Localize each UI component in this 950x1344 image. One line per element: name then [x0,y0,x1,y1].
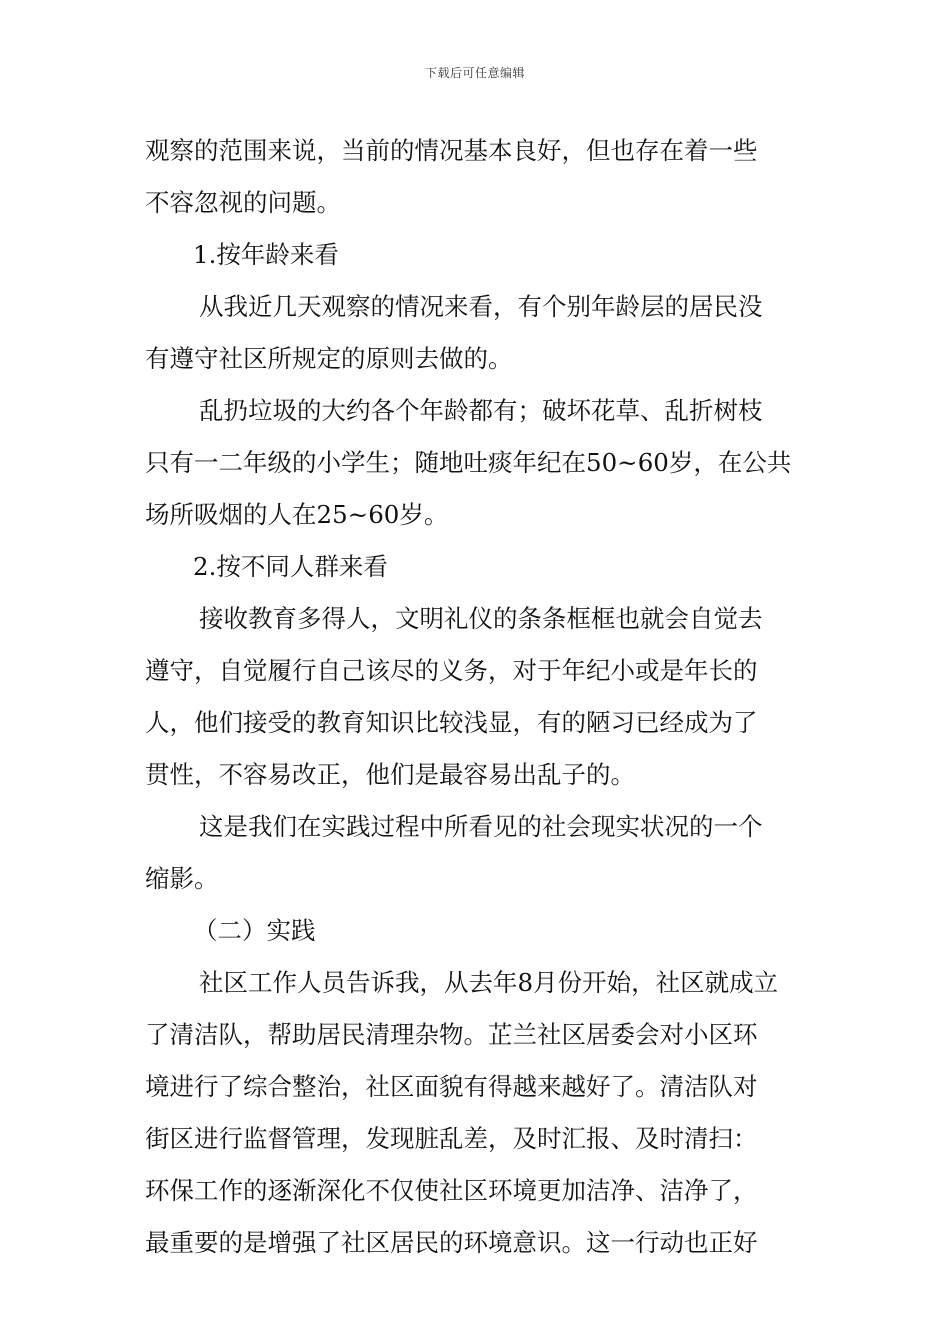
paragraph-line: 街区进行监督管理，发现脏乱差，及时汇报、及时清扫： [145,1124,758,1153]
paragraph-line: 乱扔垃圾的大约各个年龄都有；破坏花草、乱折树枝 [199,396,763,425]
document-body [145,125,810,1269]
paragraph-line: 只有一二年级的小学生；随地吐痰年纪在50~60岁，在公共 [145,448,792,477]
paragraph-line: 社区工作人员告诉我，从去年8月份开始，社区就成立 [199,968,779,997]
paragraph-line: 场所吸烟的人在25~60岁。 [145,500,449,529]
section-heading: 1.按年龄来看 [193,240,339,269]
paragraph-line: 最重要的是增强了社区居民的环境意识。这一行动也正好 [145,1228,758,1257]
paragraph-line: 有遵守社区所规定的原则去做的。 [145,344,513,373]
paragraph-line: 观察的范围来说，当前的情况基本良好，但也存在着一些 [145,136,758,165]
paragraph-line: 了清洁队，帮助居民清理杂物。芷兰社区居委会对小区环 [145,1020,758,1049]
paragraph-line: 贯性，不容易改正，他们是最容易出乱子的。 [145,760,635,789]
paragraph-line: 境进行了综合整治，社区面貌有得越来越好了。清洁队对 [145,1072,758,1101]
paragraph-line: 从我近几天观察的情况来看，有个别年龄层的居民没 [199,292,763,321]
paragraph-line: 缩影。 [145,864,219,893]
section-heading: （二）实践 [193,916,316,945]
paragraph-line: 不容忽视的问题。 [145,188,341,217]
paragraph-line: 接收教育多得人，文明礼仪的条条框框也就会自觉去 [199,604,763,633]
page-header: 下载后可任意编辑 [424,66,525,80]
paragraph-line: 人，他们接受的教育知识比较浅显，有的陋习已经成为了 [145,708,758,737]
paragraph-line: 这是我们在实践过程中所看见的社会现实状况的一个 [199,812,763,841]
section-heading: 2.按不同人群来看 [193,552,388,581]
paragraph-line: 遵守，自觉履行自己该尽的义务，对于年纪小或是年长的 [145,656,758,685]
paragraph-line: 环保工作的逐渐深化不仅使社区环境更加洁净、洁净了， [145,1176,758,1205]
